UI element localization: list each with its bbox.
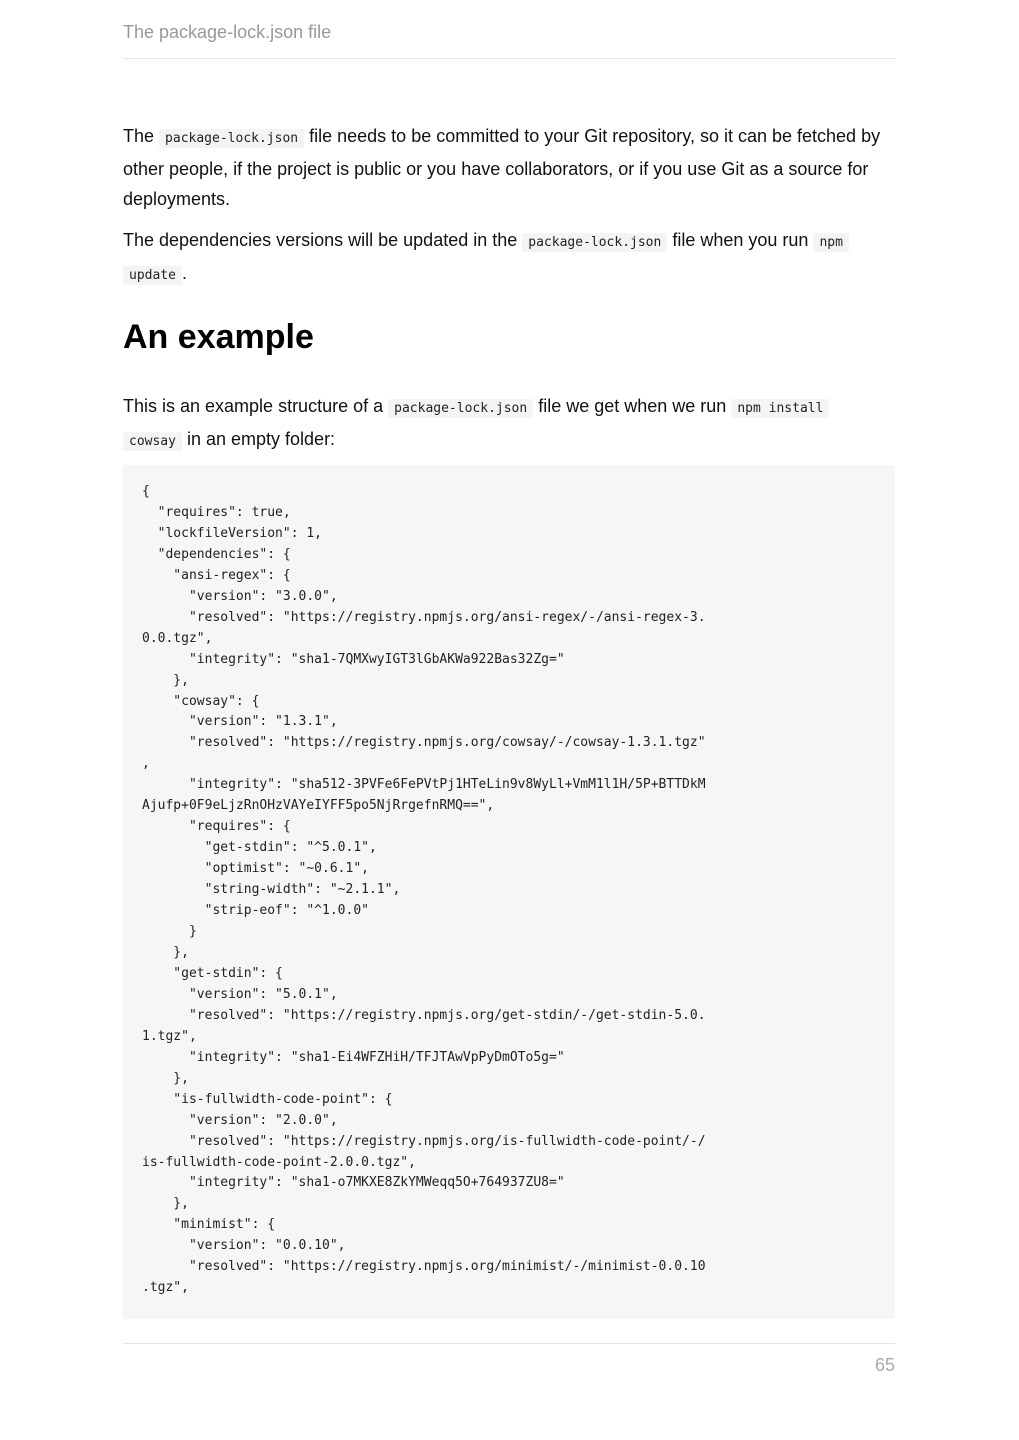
text-segment: The — [123, 126, 155, 146]
paragraph-commit-lockfile — [123, 121, 895, 214]
inline-code-package-lock: package-lock.json — [159, 129, 304, 148]
text-segment: This is an example structure of a — [123, 396, 384, 416]
paragraph-example-intro — [123, 391, 895, 457]
text-segment: The dependencies versions will be updated in the — [123, 230, 518, 250]
page-number: 65 — [874, 1355, 895, 1375]
code-block-package-lock-example — [123, 465, 895, 1319]
text-segment: . — [181, 263, 187, 283]
text-segment: in an empty folder: — [186, 429, 336, 449]
text-segment: file when you run — [672, 230, 809, 250]
running-header-title: The package-lock.json file — [123, 22, 332, 42]
inline-code-npm: npm — [813, 233, 848, 252]
paragraph-npm-update — [123, 225, 895, 291]
header-divider — [123, 58, 895, 59]
text-segment: file we get when we run — [538, 396, 727, 416]
inline-code-npm-install: npm install — [731, 399, 829, 418]
inline-code-update: update — [123, 266, 182, 285]
inline-code-package-lock: package-lock.json — [388, 399, 533, 418]
inline-code-cowsay: cowsay — [123, 432, 182, 451]
code-listing: { "requires": true, "lockfileVersion": 1, "dependencies": { "ansi-regex": { "version": "3.0.0", "resolved": "https://registry.npmjs.org/ansi-regex/-/ansi-regex-3. 0.0.tgz", "integrity": "sha1-7QMXwyIGT3lGbAKWa922Bas32Zg=" }, "cowsay": { "version": "1.3.1", "resolved": "https://registry.npmjs.org/cowsay/-/cowsay-1.3.1.tgz" , "integrity": "sha512-3PVFe6FePVtPj1HTeLin9v8WyLl+VmM1l1H/5P+BTTDkM Ajufp+0F9eLjzRnOHzVAYeIYFF5po5NjRrgefnRMQ==", "requires": { "get-stdin": "^5.0.1", "optimist": "~0.6.1", "string-width": "~2.1.1", "strip-eof": "^1.0.0" } }, "get-stdin": { "version": "5.0.1", "resolved": "https://registry.npmjs.org/get-stdin/-/get-stdin-5.0. 1.tgz", "integrity": "sha1-Ei4WFZHiH/TFJTAwVpPyDmOTo5g=" }, "is-fullwidth-code-point": { "version": "2.0.0", "resolved": "https://registry.npmjs.org/is-fullwidth-code-point/-/ is-fullwidth-code-point-2.0.0.tgz", "integrity": "sha1-o7MKXE8ZkYMWeqq5O+764937ZU8=" }, "minimist": { "version": "0.0.10", "resolved": "https://registry.npmjs.org/minimist/-/minimist-0.0.10 .tgz", — [142, 484, 706, 1296]
section-heading: An example — [123, 318, 314, 356]
inline-code-package-lock: package-lock.json — [522, 233, 667, 252]
text-segment: file needs to be committed to your Git repository, so it can be fetched by other people, if the project is public or you have collaborators, or if you use Git as a source for deployments. — [123, 126, 881, 209]
footer-divider — [123, 1343, 895, 1344]
